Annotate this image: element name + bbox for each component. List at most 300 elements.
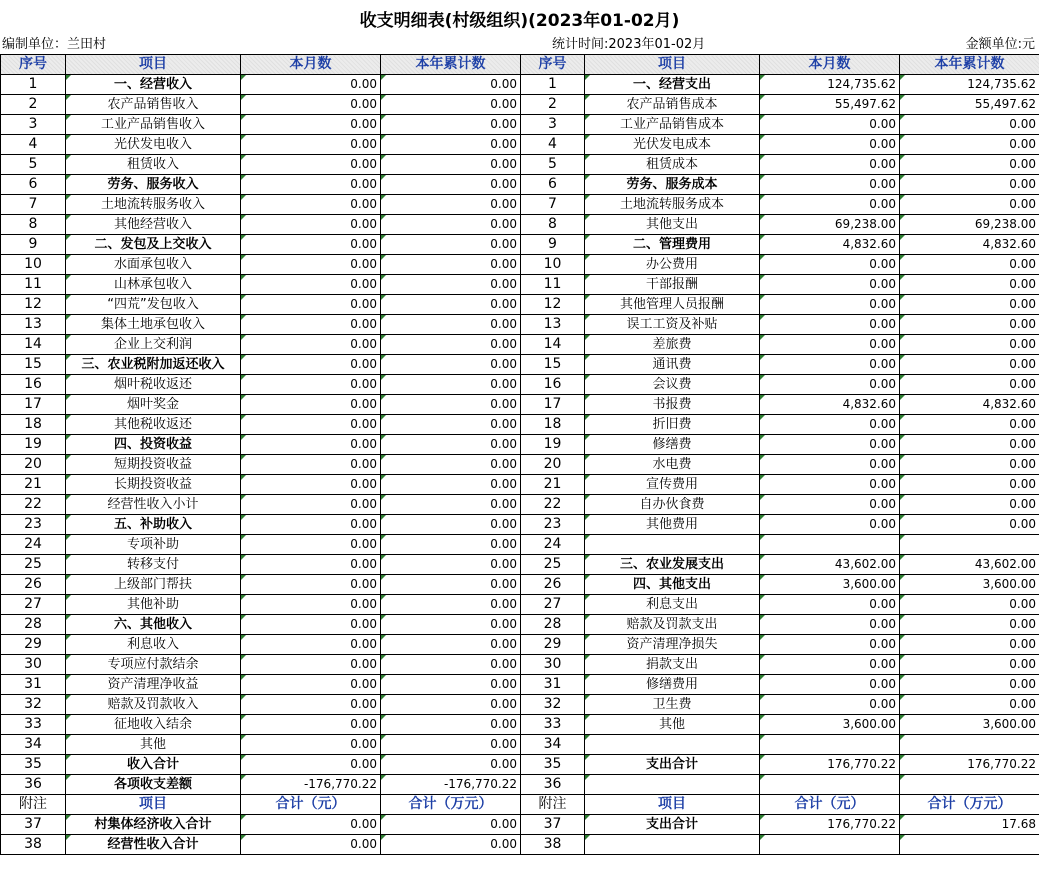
- income-item[interactable]: 其他经营收入: [66, 215, 241, 235]
- income-ytd-value[interactable]: 0.00: [381, 255, 521, 275]
- row-index-left[interactable]: 9: [1, 235, 66, 255]
- income-month-value[interactable]: 0.00: [241, 515, 381, 535]
- expense-month-value[interactable]: 0.00: [760, 375, 900, 395]
- row-index-right[interactable]: 20: [521, 455, 585, 475]
- income-month-value[interactable]: 0.00: [241, 635, 381, 655]
- expense-ytd-value[interactable]: 0.00: [900, 335, 1039, 355]
- expense-month-value[interactable]: 124,735.62: [760, 75, 900, 95]
- income-month-value[interactable]: -176,770.22: [241, 775, 381, 795]
- row-index-right[interactable]: 35: [521, 755, 585, 775]
- expense-item[interactable]: 工业产品销售成本: [585, 115, 760, 135]
- income-item[interactable]: 企业上交利润: [66, 335, 241, 355]
- expense-ytd-value[interactable]: 0.00: [900, 475, 1039, 495]
- expense-ytd-value[interactable]: [900, 735, 1039, 755]
- expense-ytd-value[interactable]: 0.00: [900, 195, 1039, 215]
- expense-month-value[interactable]: 55,497.62: [760, 95, 900, 115]
- income-ytd-value[interactable]: 0.00: [381, 355, 521, 375]
- expense-item[interactable]: 一、经营支出: [585, 75, 760, 95]
- expense-item[interactable]: [585, 775, 760, 795]
- expense-month-value[interactable]: 176,770.22: [760, 755, 900, 775]
- expense-ytd-value[interactable]: 0.00: [900, 315, 1039, 335]
- expense-ytd-value[interactable]: 0.00: [900, 175, 1039, 195]
- expense-month-value[interactable]: 69,238.00: [760, 215, 900, 235]
- income-item[interactable]: 烟叶税收返还: [66, 375, 241, 395]
- row-index-right[interactable]: 2: [521, 95, 585, 115]
- row-index-left[interactable]: 19: [1, 435, 66, 455]
- expense-month-value[interactable]: 176,770.22: [760, 815, 900, 835]
- expense-ytd-value[interactable]: 0.00: [900, 255, 1039, 275]
- row-index-left[interactable]: 4: [1, 135, 66, 155]
- expense-ytd-value[interactable]: 0.00: [900, 675, 1039, 695]
- expense-item[interactable]: 赔款及罚款支出: [585, 615, 760, 635]
- expense-month-value[interactable]: [760, 775, 900, 795]
- row-index-left[interactable]: 36: [1, 775, 66, 795]
- income-item[interactable]: 五、补助收入: [66, 515, 241, 535]
- income-ytd-value[interactable]: 0.00: [381, 295, 521, 315]
- income-ytd-value[interactable]: 0.00: [381, 635, 521, 655]
- row-index-right[interactable]: 14: [521, 335, 585, 355]
- income-item[interactable]: 赔款及罚款收入: [66, 695, 241, 715]
- income-item[interactable]: 经营性收入合计: [66, 835, 241, 855]
- expense-ytd-value[interactable]: 0.00: [900, 615, 1039, 635]
- income-month-value[interactable]: 0.00: [241, 295, 381, 315]
- income-ytd-value[interactable]: 0.00: [381, 215, 521, 235]
- income-ytd-value[interactable]: 0.00: [381, 335, 521, 355]
- row-index-left[interactable]: 22: [1, 495, 66, 515]
- expense-item[interactable]: [585, 535, 760, 555]
- income-item[interactable]: 征地收入结余: [66, 715, 241, 735]
- expense-month-value[interactable]: 0.00: [760, 295, 900, 315]
- row-index-right[interactable]: 9: [521, 235, 585, 255]
- income-ytd-value[interactable]: 0.00: [381, 535, 521, 555]
- income-item[interactable]: 利息收入: [66, 635, 241, 655]
- row-index-right[interactable]: 37: [521, 815, 585, 835]
- row-index-left[interactable]: 14: [1, 335, 66, 355]
- income-item[interactable]: 六、其他收入: [66, 615, 241, 635]
- income-month-value[interactable]: 0.00: [241, 455, 381, 475]
- income-month-value[interactable]: 0.00: [241, 415, 381, 435]
- income-ytd-value[interactable]: 0.00: [381, 155, 521, 175]
- expense-month-value[interactable]: 0.00: [760, 635, 900, 655]
- income-ytd-value[interactable]: 0.00: [381, 195, 521, 215]
- row-index-left[interactable]: 31: [1, 675, 66, 695]
- row-index-right[interactable]: 30: [521, 655, 585, 675]
- income-month-value[interactable]: 0.00: [241, 675, 381, 695]
- expense-month-value[interactable]: 0.00: [760, 275, 900, 295]
- expense-ytd-value[interactable]: 0.00: [900, 295, 1039, 315]
- expense-ytd-value[interactable]: [900, 835, 1039, 855]
- income-month-value[interactable]: 0.00: [241, 375, 381, 395]
- expense-month-value[interactable]: 4,832.60: [760, 395, 900, 415]
- row-index-left[interactable]: 26: [1, 575, 66, 595]
- expense-ytd-value[interactable]: 0.00: [900, 495, 1039, 515]
- income-item[interactable]: 村集体经济收入合计: [66, 815, 241, 835]
- expense-item[interactable]: 光伏发电成本: [585, 135, 760, 155]
- row-index-left[interactable]: 6: [1, 175, 66, 195]
- income-item[interactable]: 水面承包收入: [66, 255, 241, 275]
- row-index-right[interactable]: 8: [521, 215, 585, 235]
- expense-month-value[interactable]: [760, 835, 900, 855]
- expense-item[interactable]: 修缮费: [585, 435, 760, 455]
- row-index-left[interactable]: 21: [1, 475, 66, 495]
- income-month-value[interactable]: 0.00: [241, 495, 381, 515]
- income-ytd-value[interactable]: 0.00: [381, 315, 521, 335]
- expense-ytd-value[interactable]: 0.00: [900, 355, 1039, 375]
- income-ytd-value[interactable]: 0.00: [381, 135, 521, 155]
- row-index-left[interactable]: 12: [1, 295, 66, 315]
- row-index-left[interactable]: 38: [1, 835, 66, 855]
- income-month-value[interactable]: 0.00: [241, 555, 381, 575]
- expense-month-value[interactable]: 0.00: [760, 675, 900, 695]
- expense-month-value[interactable]: 0.00: [760, 695, 900, 715]
- row-index-left[interactable]: 27: [1, 595, 66, 615]
- row-index-right[interactable]: 7: [521, 195, 585, 215]
- expense-month-value[interactable]: [760, 535, 900, 555]
- row-index-left[interactable]: 1: [1, 75, 66, 95]
- income-ytd-value[interactable]: 0.00: [381, 435, 521, 455]
- income-month-value[interactable]: 0.00: [241, 95, 381, 115]
- income-ytd-value[interactable]: 0.00: [381, 735, 521, 755]
- row-index-left[interactable]: 13: [1, 315, 66, 335]
- row-index-right[interactable]: 13: [521, 315, 585, 335]
- row-index-left[interactable]: 16: [1, 375, 66, 395]
- expense-month-value[interactable]: 3,600.00: [760, 715, 900, 735]
- row-index-right[interactable]: 15: [521, 355, 585, 375]
- expense-item[interactable]: 修缮费用: [585, 675, 760, 695]
- income-month-value[interactable]: 0.00: [241, 175, 381, 195]
- expense-item[interactable]: 支出合计: [585, 755, 760, 775]
- expense-ytd-value[interactable]: 0.00: [900, 415, 1039, 435]
- income-ytd-value[interactable]: 0.00: [381, 415, 521, 435]
- income-ytd-value[interactable]: 0.00: [381, 815, 521, 835]
- expense-month-value[interactable]: 0.00: [760, 315, 900, 335]
- expense-month-value[interactable]: 0.00: [760, 495, 900, 515]
- row-index-left[interactable]: 24: [1, 535, 66, 555]
- expense-item[interactable]: 自办伙食费: [585, 495, 760, 515]
- expense-item[interactable]: 四、其他支出: [585, 575, 760, 595]
- income-ytd-value[interactable]: 0.00: [381, 515, 521, 535]
- expense-item[interactable]: 租赁成本: [585, 155, 760, 175]
- expense-item[interactable]: 水电费: [585, 455, 760, 475]
- expense-month-value[interactable]: 0.00: [760, 595, 900, 615]
- row-index-right[interactable]: 26: [521, 575, 585, 595]
- expense-month-value[interactable]: 0.00: [760, 515, 900, 535]
- expense-month-value[interactable]: 0.00: [760, 195, 900, 215]
- income-ytd-value[interactable]: 0.00: [381, 395, 521, 415]
- expense-item[interactable]: 书报费: [585, 395, 760, 415]
- income-item[interactable]: 长期投资收益: [66, 475, 241, 495]
- row-index-left[interactable]: 3: [1, 115, 66, 135]
- row-index-left[interactable]: 20: [1, 455, 66, 475]
- row-index-right[interactable]: 19: [521, 435, 585, 455]
- expense-item[interactable]: 其他费用: [585, 515, 760, 535]
- row-index-right[interactable]: 4: [521, 135, 585, 155]
- income-month-value[interactable]: 0.00: [241, 695, 381, 715]
- income-month-value[interactable]: 0.00: [241, 155, 381, 175]
- row-index-left[interactable]: 29: [1, 635, 66, 655]
- income-month-value[interactable]: 0.00: [241, 615, 381, 635]
- income-ytd-value[interactable]: 0.00: [381, 75, 521, 95]
- expense-item[interactable]: 捐款支出: [585, 655, 760, 675]
- income-item[interactable]: 上级部门帮扶: [66, 575, 241, 595]
- row-index-right[interactable]: 17: [521, 395, 585, 415]
- row-index-left[interactable]: 5: [1, 155, 66, 175]
- income-ytd-value[interactable]: 0.00: [381, 495, 521, 515]
- income-month-value[interactable]: 0.00: [241, 275, 381, 295]
- expense-month-value[interactable]: 0.00: [760, 175, 900, 195]
- income-item[interactable]: 其他: [66, 735, 241, 755]
- expense-ytd-value[interactable]: [900, 775, 1039, 795]
- income-ytd-value[interactable]: 0.00: [381, 655, 521, 675]
- income-item[interactable]: 转移支付: [66, 555, 241, 575]
- income-month-value[interactable]: 0.00: [241, 655, 381, 675]
- row-index-left[interactable]: 23: [1, 515, 66, 535]
- expense-item[interactable]: [585, 735, 760, 755]
- expense-item[interactable]: [585, 835, 760, 855]
- row-index-right[interactable]: 16: [521, 375, 585, 395]
- income-ytd-value[interactable]: 0.00: [381, 715, 521, 735]
- income-ytd-value[interactable]: 0.00: [381, 575, 521, 595]
- income-item[interactable]: 土地流转服务收入: [66, 195, 241, 215]
- expense-ytd-value[interactable]: 0.00: [900, 275, 1039, 295]
- income-item[interactable]: 各项收支差额: [66, 775, 241, 795]
- income-item[interactable]: 专项补助: [66, 535, 241, 555]
- expense-item[interactable]: 利息支出: [585, 595, 760, 615]
- income-item[interactable]: 集体土地承包收入: [66, 315, 241, 335]
- expense-ytd-value[interactable]: 0.00: [900, 635, 1039, 655]
- expense-ytd-value[interactable]: 176,770.22: [900, 755, 1039, 775]
- expense-item[interactable]: 支出合计: [585, 815, 760, 835]
- expense-ytd-value[interactable]: 124,735.62: [900, 75, 1039, 95]
- income-item[interactable]: 四、投资收益: [66, 435, 241, 455]
- income-ytd-value[interactable]: 0.00: [381, 475, 521, 495]
- row-index-left[interactable]: 35: [1, 755, 66, 775]
- expense-ytd-value[interactable]: 0.00: [900, 695, 1039, 715]
- income-item[interactable]: 农产品销售收入: [66, 95, 241, 115]
- expense-ytd-value[interactable]: 55,497.62: [900, 95, 1039, 115]
- income-ytd-value[interactable]: 0.00: [381, 755, 521, 775]
- row-index-left[interactable]: 33: [1, 715, 66, 735]
- income-ytd-value[interactable]: 0.00: [381, 175, 521, 195]
- income-month-value[interactable]: 0.00: [241, 595, 381, 615]
- row-index-right[interactable]: 36: [521, 775, 585, 795]
- expense-ytd-value[interactable]: [900, 535, 1039, 555]
- expense-month-value[interactable]: 0.00: [760, 355, 900, 375]
- income-month-value[interactable]: 0.00: [241, 835, 381, 855]
- row-index-right[interactable]: 3: [521, 115, 585, 135]
- row-index-right[interactable]: 1: [521, 75, 585, 95]
- expense-month-value[interactable]: 4,832.60: [760, 235, 900, 255]
- expense-item[interactable]: 差旅费: [585, 335, 760, 355]
- income-month-value[interactable]: 0.00: [241, 435, 381, 455]
- expense-ytd-value[interactable]: 69,238.00: [900, 215, 1039, 235]
- expense-item[interactable]: 会议费: [585, 375, 760, 395]
- income-month-value[interactable]: 0.00: [241, 255, 381, 275]
- income-item[interactable]: 山林承包收入: [66, 275, 241, 295]
- income-month-value[interactable]: 0.00: [241, 195, 381, 215]
- income-ytd-value[interactable]: 0.00: [381, 595, 521, 615]
- expense-item[interactable]: 劳务、服务成本: [585, 175, 760, 195]
- row-index-right[interactable]: 18: [521, 415, 585, 435]
- income-item[interactable]: 劳务、服务收入: [66, 175, 241, 195]
- income-month-value[interactable]: 0.00: [241, 355, 381, 375]
- income-ytd-value[interactable]: 0.00: [381, 695, 521, 715]
- income-month-value[interactable]: 0.00: [241, 115, 381, 135]
- expense-month-value[interactable]: 0.00: [760, 415, 900, 435]
- expense-ytd-value[interactable]: 4,832.60: [900, 395, 1039, 415]
- expense-month-value[interactable]: 0.00: [760, 335, 900, 355]
- row-index-right[interactable]: 28: [521, 615, 585, 635]
- row-index-left[interactable]: 15: [1, 355, 66, 375]
- income-item[interactable]: “四荒”发包收入: [66, 295, 241, 315]
- income-item[interactable]: 烟叶奖金: [66, 395, 241, 415]
- income-item[interactable]: 三、农业税附加返还收入: [66, 355, 241, 375]
- expense-item[interactable]: 其他管理人员报酬: [585, 295, 760, 315]
- income-month-value[interactable]: 0.00: [241, 755, 381, 775]
- expense-ytd-value[interactable]: 0.00: [900, 135, 1039, 155]
- expense-ytd-value[interactable]: 0.00: [900, 155, 1039, 175]
- income-item[interactable]: 专项应付款结余: [66, 655, 241, 675]
- income-item[interactable]: 一、经营收入: [66, 75, 241, 95]
- expense-month-value[interactable]: 0.00: [760, 255, 900, 275]
- row-index-left[interactable]: 8: [1, 215, 66, 235]
- row-index-right[interactable]: 33: [521, 715, 585, 735]
- income-item[interactable]: 二、发包及上交收入: [66, 235, 241, 255]
- expense-ytd-value[interactable]: 0.00: [900, 115, 1039, 135]
- row-index-right[interactable]: 34: [521, 735, 585, 755]
- income-ytd-value[interactable]: 0.00: [381, 95, 521, 115]
- expense-item[interactable]: 折旧费: [585, 415, 760, 435]
- expense-month-value[interactable]: 0.00: [760, 155, 900, 175]
- row-index-right[interactable]: 22: [521, 495, 585, 515]
- expense-month-value[interactable]: [760, 735, 900, 755]
- income-item[interactable]: 光伏发电收入: [66, 135, 241, 155]
- expense-item[interactable]: 误工工资及补贴: [585, 315, 760, 335]
- expense-item[interactable]: 宣传费用: [585, 475, 760, 495]
- expense-month-value[interactable]: 0.00: [760, 115, 900, 135]
- income-ytd-value[interactable]: 0.00: [381, 675, 521, 695]
- row-index-right[interactable]: 6: [521, 175, 585, 195]
- expense-item[interactable]: 三、农业发展支出: [585, 555, 760, 575]
- row-index-right[interactable]: 21: [521, 475, 585, 495]
- expense-ytd-value[interactable]: 0.00: [900, 455, 1039, 475]
- expense-item[interactable]: 通讯费: [585, 355, 760, 375]
- expense-ytd-value[interactable]: 3,600.00: [900, 575, 1039, 595]
- income-ytd-value[interactable]: 0.00: [381, 455, 521, 475]
- expense-item[interactable]: 农产品销售成本: [585, 95, 760, 115]
- expense-ytd-value[interactable]: 0.00: [900, 435, 1039, 455]
- row-index-left[interactable]: 37: [1, 815, 66, 835]
- row-index-left[interactable]: 25: [1, 555, 66, 575]
- income-month-value[interactable]: 0.00: [241, 135, 381, 155]
- income-month-value[interactable]: 0.00: [241, 315, 381, 335]
- expense-month-value[interactable]: 0.00: [760, 615, 900, 635]
- income-ytd-value[interactable]: 0.00: [381, 615, 521, 635]
- row-index-left[interactable]: 30: [1, 655, 66, 675]
- expense-month-value[interactable]: 0.00: [760, 475, 900, 495]
- income-month-value[interactable]: 0.00: [241, 735, 381, 755]
- row-index-left[interactable]: 28: [1, 615, 66, 635]
- expense-item[interactable]: 土地流转服务成本: [585, 195, 760, 215]
- income-ytd-value[interactable]: 0.00: [381, 375, 521, 395]
- income-ytd-value[interactable]: 0.00: [381, 275, 521, 295]
- row-index-left[interactable]: 34: [1, 735, 66, 755]
- row-index-left[interactable]: 7: [1, 195, 66, 215]
- income-item[interactable]: 经营性收入小计: [66, 495, 241, 515]
- income-ytd-value[interactable]: 0.00: [381, 235, 521, 255]
- expense-ytd-value[interactable]: 0.00: [900, 655, 1039, 675]
- row-index-right[interactable]: 5: [521, 155, 585, 175]
- expense-month-value[interactable]: 0.00: [760, 135, 900, 155]
- row-index-right[interactable]: 32: [521, 695, 585, 715]
- income-month-value[interactable]: 0.00: [241, 215, 381, 235]
- row-index-left[interactable]: 32: [1, 695, 66, 715]
- expense-item[interactable]: 其他支出: [585, 215, 760, 235]
- income-ytd-value[interactable]: 0.00: [381, 555, 521, 575]
- row-index-right[interactable]: 27: [521, 595, 585, 615]
- income-month-value[interactable]: 0.00: [241, 535, 381, 555]
- expense-ytd-value[interactable]: 0.00: [900, 595, 1039, 615]
- income-month-value[interactable]: 0.00: [241, 475, 381, 495]
- row-index-left[interactable]: 18: [1, 415, 66, 435]
- income-ytd-value[interactable]: -176,770.22: [381, 775, 521, 795]
- income-item[interactable]: 短期投资收益: [66, 455, 241, 475]
- row-index-right[interactable]: 29: [521, 635, 585, 655]
- expense-month-value[interactable]: 43,602.00: [760, 555, 900, 575]
- row-index-right[interactable]: 25: [521, 555, 585, 575]
- expense-ytd-value[interactable]: 43,602.00: [900, 555, 1039, 575]
- row-index-left[interactable]: 17: [1, 395, 66, 415]
- income-month-value[interactable]: 0.00: [241, 75, 381, 95]
- row-index-right[interactable]: 38: [521, 835, 585, 855]
- income-item[interactable]: 工业产品销售收入: [66, 115, 241, 135]
- expense-item[interactable]: 其他: [585, 715, 760, 735]
- expense-item[interactable]: 资产清理净损失: [585, 635, 760, 655]
- income-ytd-value[interactable]: 0.00: [381, 115, 521, 135]
- expense-month-value[interactable]: 3,600.00: [760, 575, 900, 595]
- expense-month-value[interactable]: 0.00: [760, 455, 900, 475]
- row-index-right[interactable]: 31: [521, 675, 585, 695]
- expense-item[interactable]: 二、管理费用: [585, 235, 760, 255]
- row-index-right[interactable]: 11: [521, 275, 585, 295]
- income-item[interactable]: 资产清理净收益: [66, 675, 241, 695]
- row-index-left[interactable]: 11: [1, 275, 66, 295]
- expense-ytd-value[interactable]: 0.00: [900, 515, 1039, 535]
- row-index-right[interactable]: 24: [521, 535, 585, 555]
- income-month-value[interactable]: 0.00: [241, 335, 381, 355]
- row-index-left[interactable]: 2: [1, 95, 66, 115]
- expense-month-value[interactable]: 0.00: [760, 435, 900, 455]
- expense-ytd-value[interactable]: 0.00: [900, 375, 1039, 395]
- expense-ytd-value[interactable]: 17.68: [900, 815, 1039, 835]
- expense-item[interactable]: 卫生费: [585, 695, 760, 715]
- expense-item[interactable]: 办公费用: [585, 255, 760, 275]
- expense-ytd-value[interactable]: 4,832.60: [900, 235, 1039, 255]
- income-item[interactable]: 其他补助: [66, 595, 241, 615]
- row-index-right[interactable]: 23: [521, 515, 585, 535]
- row-index-right[interactable]: 12: [521, 295, 585, 315]
- row-index-left[interactable]: 10: [1, 255, 66, 275]
- income-month-value[interactable]: 0.00: [241, 395, 381, 415]
- expense-month-value[interactable]: 0.00: [760, 655, 900, 675]
- income-month-value[interactable]: 0.00: [241, 235, 381, 255]
- income-item[interactable]: 收入合计: [66, 755, 241, 775]
- income-item[interactable]: 其他税收返还: [66, 415, 241, 435]
- income-month-value[interactable]: 0.00: [241, 815, 381, 835]
- income-item[interactable]: 租赁收入: [66, 155, 241, 175]
- income-month-value[interactable]: 0.00: [241, 575, 381, 595]
- expense-item[interactable]: 干部报酬: [585, 275, 760, 295]
